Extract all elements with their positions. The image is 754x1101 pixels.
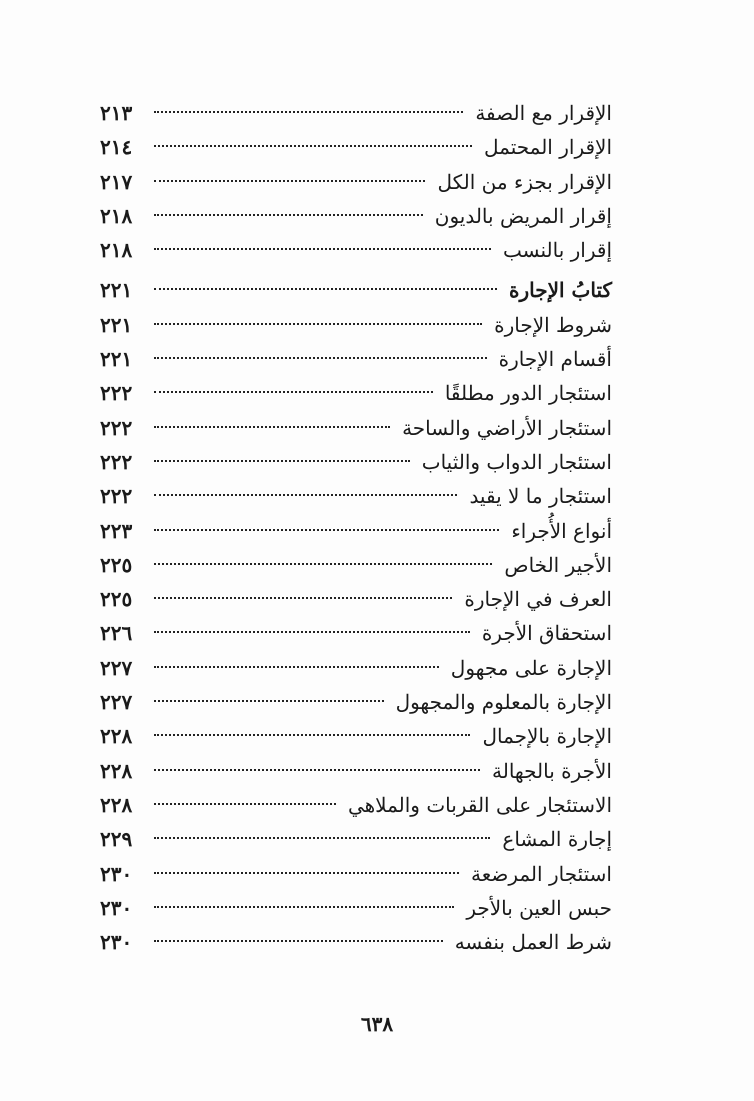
dot-leader	[154, 214, 423, 216]
toc-entry	[100, 754, 612, 788]
toc-entry-page-number: ٢١٣	[100, 101, 133, 125]
toc-entry-title: الأجرة بالجهالة	[492, 758, 612, 783]
toc-entry	[100, 788, 612, 822]
toc-entry-title: استئجار المرضعة	[470, 861, 612, 886]
toc-entry	[100, 925, 612, 959]
toc-entry-page-number: ٢٢٨	[100, 724, 133, 749]
toc-entry	[100, 616, 612, 650]
toc-entry-title: الأجير الخاص	[504, 552, 612, 577]
toc-entry-page-number: ٢٢٨	[100, 792, 133, 817]
dot-leader	[154, 734, 470, 736]
toc-entry-page-number: ٢٢٣	[100, 518, 133, 543]
dot-leader	[154, 426, 390, 428]
toc-entry-page-number: ٢٢١	[100, 312, 133, 337]
toc-entry-page-number: ٢٣٠	[100, 895, 133, 920]
dot-leader	[154, 700, 384, 702]
toc-entry-title: استئجار ما لا يقيد	[469, 484, 612, 509]
dot-leader	[154, 248, 491, 250]
toc-entry	[100, 376, 612, 410]
toc-entry	[100, 165, 612, 199]
toc-entry-title: الإقرار مع الصفة	[475, 101, 612, 125]
toc-entry-page-number: ٢٢٥	[100, 587, 133, 612]
toc-entry-page-number: ٢٢٧	[100, 655, 133, 680]
toc-entry	[100, 548, 612, 582]
dot-leader	[154, 563, 492, 565]
dot-leader	[154, 666, 439, 668]
toc-entry-page-number: ٢٢٥	[100, 552, 133, 577]
toc-entry-title: الاستئجار على القربات والملاهي	[347, 792, 612, 817]
toc-entry	[100, 857, 612, 891]
toc-entry	[100, 199, 612, 233]
table-of-contents	[100, 96, 612, 959]
toc-entry	[100, 130, 612, 164]
toc-entry-page-number: ٢٢٢	[100, 484, 133, 509]
dot-leader	[154, 872, 459, 874]
toc-entry	[100, 514, 612, 548]
toc-entry	[100, 891, 612, 925]
dot-leader	[154, 391, 433, 393]
toc-entry	[100, 445, 612, 479]
toc-entry-title: الإقرار المحتمل	[484, 135, 612, 160]
dot-leader	[154, 323, 482, 325]
dot-leader	[154, 769, 480, 771]
dot-leader	[154, 111, 463, 113]
toc-entry-title: حبس العين بالأجر	[466, 895, 612, 920]
dot-leader	[154, 906, 454, 908]
toc-entry-title: الإقرار بجزء من الكل	[437, 169, 612, 194]
toc-entry-page-number: ٢٢٢	[100, 449, 133, 474]
toc-entry-title: الإجارة على مجهول	[450, 655, 612, 680]
toc-entry-title: إقرار المريض بالديون	[434, 203, 612, 228]
toc-entry-page-number: ٢٢٩	[100, 827, 133, 852]
toc-entry-page-number: ٢٣٠	[100, 930, 133, 955]
toc-entry-title: أنواع الأُجراء	[511, 518, 612, 543]
toc-section-heading	[100, 273, 612, 307]
toc-entry-title: إجارة المشاع	[502, 827, 612, 852]
toc-entry-page-number: ٢٢٢	[100, 381, 133, 406]
toc-entry-title: استحقاق الأجرة	[481, 621, 612, 646]
toc-entry-page-number: ٢١٨	[100, 238, 133, 263]
dot-leader	[154, 529, 499, 531]
toc-entry-page-number: ٢٢٢	[100, 415, 133, 440]
toc-entry-title: استئجار الدواب والثياب	[421, 449, 612, 474]
toc-entry-title: إقرار بالنسب	[503, 238, 612, 263]
toc-entry-title: شروط الإجارة	[494, 312, 612, 337]
toc-entry	[100, 582, 612, 616]
toc-entry-title: أقسام الإجارة	[498, 347, 612, 372]
toc-entry-page-number: ٢٢٦	[100, 621, 133, 646]
dot-leader	[154, 631, 470, 633]
toc-entry-title: العرف في الإجارة	[464, 587, 612, 612]
toc-entry	[100, 308, 612, 342]
toc-entry	[100, 822, 612, 856]
toc-entry-title: الإجارة بالإجمال	[482, 724, 612, 749]
toc-entry	[100, 96, 612, 130]
toc-entry-title: كتابُ الإجارة	[509, 278, 612, 303]
dot-leader	[154, 597, 452, 599]
toc-entry-page-number: ٢١٧	[100, 169, 133, 194]
toc-entry-page-number: ٢٣٠	[100, 861, 133, 886]
dot-leader	[154, 940, 443, 942]
toc-entry-page-number: ٢٢١	[100, 278, 133, 303]
toc-entry-title: استئجار الدور مطلقًا	[444, 381, 612, 406]
dot-leader	[154, 837, 490, 839]
dot-leader	[154, 460, 410, 462]
dot-leader	[154, 288, 497, 290]
dot-leader	[154, 357, 487, 359]
dot-leader	[154, 803, 336, 805]
toc-entry-page-number: ٢١٤	[100, 135, 133, 160]
toc-entry-page-number: ٢٢٧	[100, 690, 133, 715]
toc-entry	[100, 719, 612, 753]
dot-leader	[154, 180, 425, 182]
toc-entry	[100, 233, 612, 267]
toc-entry-title: الإجارة بالمعلوم والمجهول	[395, 690, 612, 715]
toc-entry	[100, 685, 612, 719]
toc-entry	[100, 411, 612, 445]
toc-entry	[100, 479, 612, 513]
toc-entry-title: شرط العمل بنفسه	[454, 930, 612, 955]
toc-entry	[100, 342, 612, 376]
toc-entry-page-number: ٢٢١	[100, 347, 133, 372]
toc-entry-title: استئجار الأراضي والساحة	[402, 415, 612, 440]
toc-entry-page-number: ٢١٨	[100, 203, 133, 228]
dot-leader	[154, 145, 472, 147]
toc-entry	[100, 651, 612, 685]
toc-entry-page-number: ٢٢٨	[100, 758, 133, 783]
dot-leader	[154, 494, 457, 496]
page-number-footer: ٦٣٨	[360, 1012, 394, 1036]
